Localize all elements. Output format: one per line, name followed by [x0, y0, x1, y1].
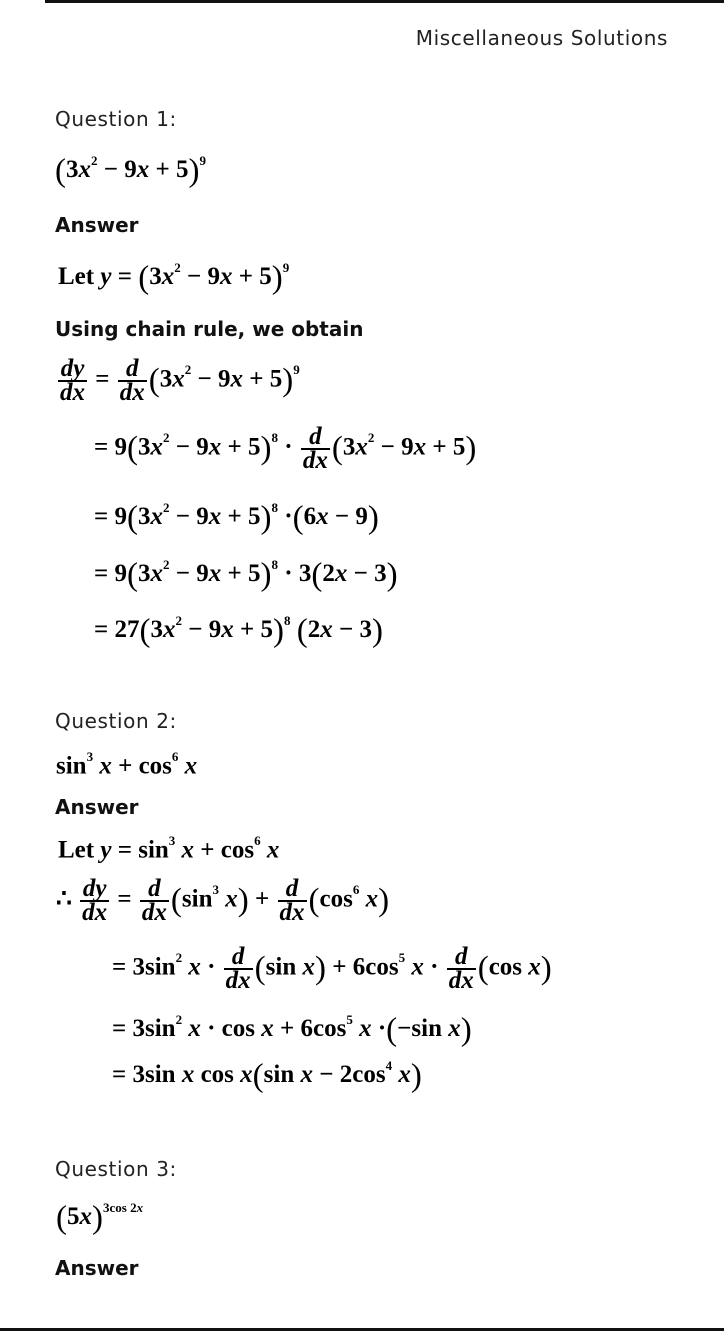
question-2-step-1: ∴ $\frac{dy}{dx}$ = $\frac{d}{dx}$ ($\sin^3$ x) + $\frac{d}{dx}$ ($\cos^6$ x): [56, 875, 390, 926]
question-1-problem: $(3x^2 - 9x + 5)^9$: [55, 152, 206, 189]
question-2-step-4: = 3sin x cos x(sin $x - 2\cos^4$ x): [112, 1057, 422, 1094]
top-rule: [45, 0, 724, 3]
question-3-answer-label: Answer: [55, 1256, 139, 1280]
question-2-step-2: = $3\sin^2$ x · $\frac{d}{dx}$ (sin $x) + 6\cos^5$ x · $\frac{d}{dx}$ (cos x): [112, 943, 552, 994]
question-1-step-3: = $9(3x^2 - 9x + 5)^8 \cdot(6x - 9)$: [94, 499, 379, 536]
question-1-step-1: $\frac{dy}{dx}$ = $\frac{d}{dx}$ $(3x^2 - 9x + 5)^9$: [60, 355, 300, 406]
question-1-let: Let $y = (3x^2 - 9x + 5)^9$: [58, 259, 290, 296]
page-header-title: Miscellaneous Solutions: [415, 26, 668, 50]
question-3-label: Question 3:: [55, 1157, 177, 1181]
question-2-answer-label: Answer: [55, 795, 139, 819]
question-3-problem: $(5x)^{3cos 2x}$: [56, 1199, 144, 1236]
question-1-method: Using chain rule, we obtain: [55, 317, 364, 341]
question-2-problem: $\sin^3 x + \cos^6 x$: [56, 749, 198, 780]
question-2-label: Question 2:: [55, 709, 177, 733]
question-2-step-3: = $3\sin^2$ $x \cdot \cos x + 6\cos^5$ x ·(−sin x): [112, 1011, 472, 1048]
question-1-answer-label: Answer: [55, 213, 139, 237]
bottom-rule: [0, 1328, 724, 1331]
question-1-step-4: = $9(3x^2 - 9x + 5)^8 \cdot 3(2x - 3)$: [94, 556, 398, 593]
question-1-step-2: = $9(3x^2 - 9x + 5)^8$ · $\frac{d}{dx}$ $(3x^2 - 9x + 5)$: [94, 423, 477, 474]
question-1-label: Question 1:: [55, 107, 177, 131]
question-2-let: Let $y = \sin^3 x + \cos^6 x$: [58, 833, 280, 864]
question-1-step-5: = $27(3x^2 - 9x + 5)^8$ (2x − 3): [94, 612, 383, 649]
